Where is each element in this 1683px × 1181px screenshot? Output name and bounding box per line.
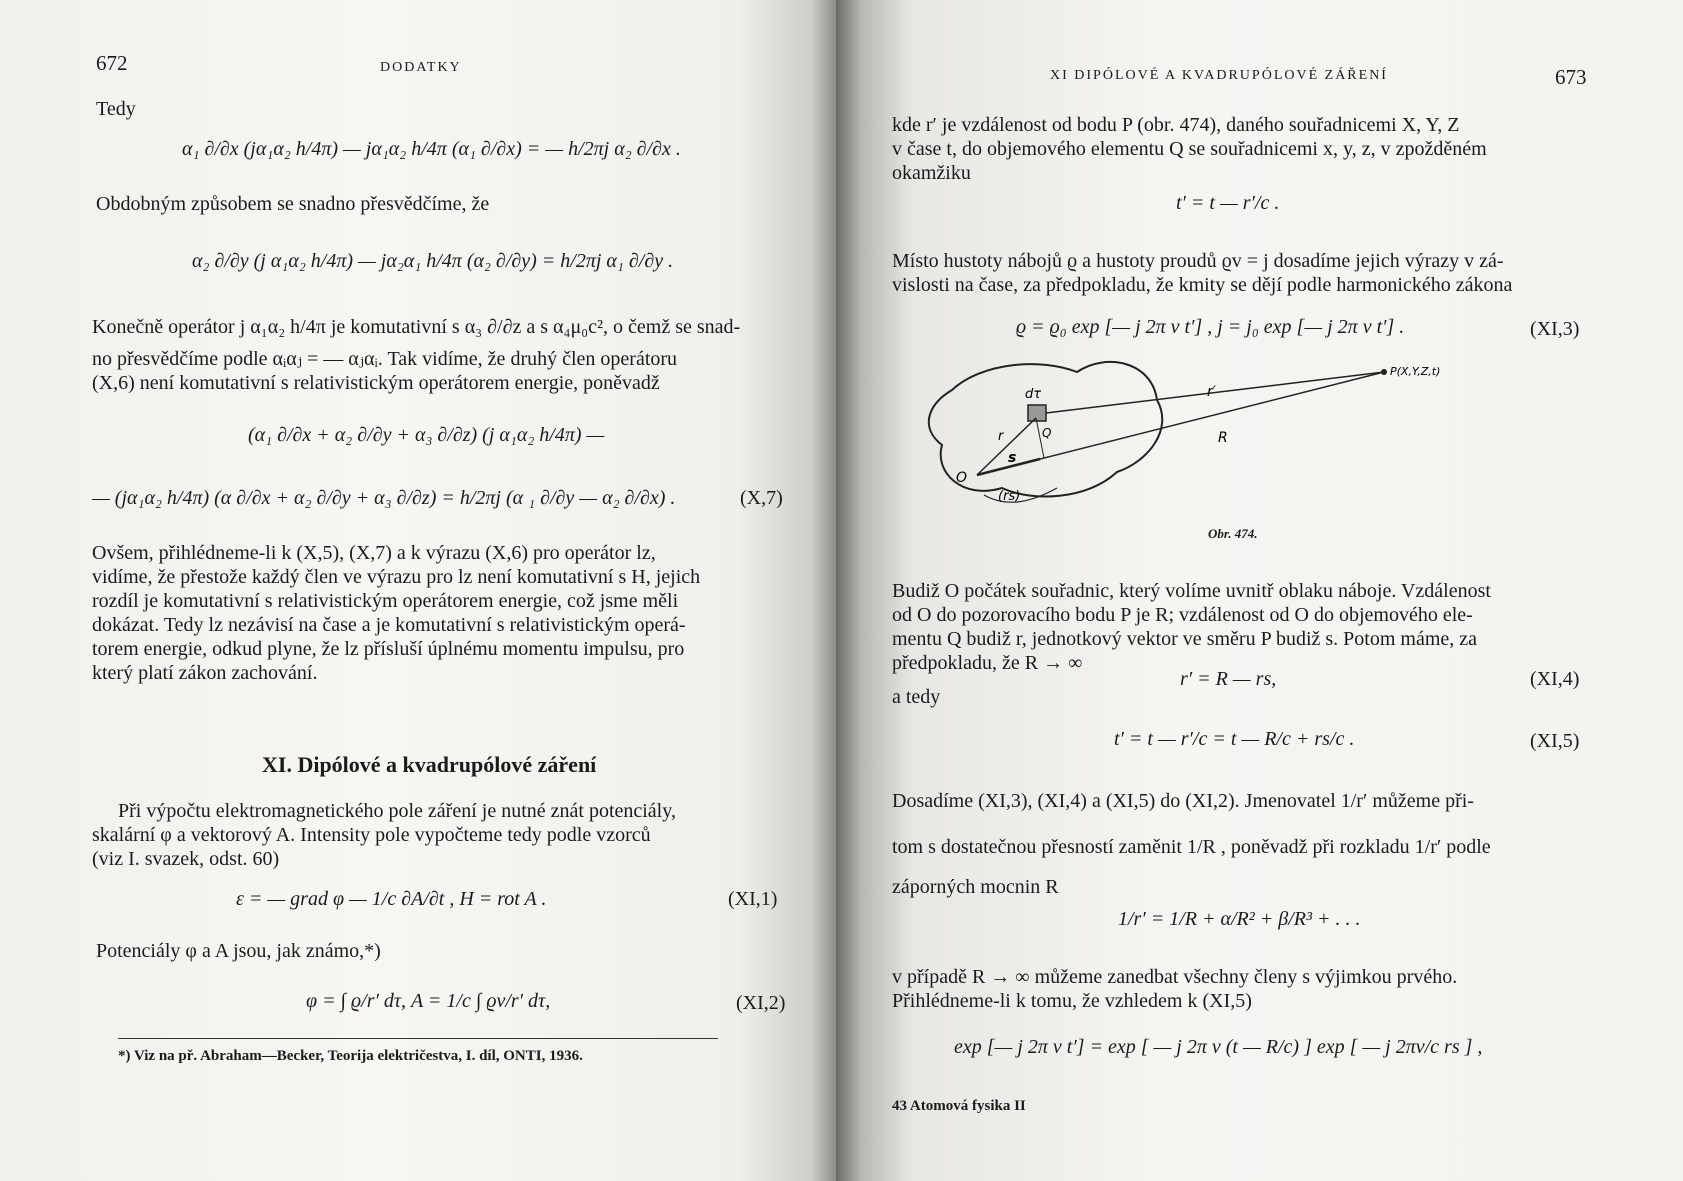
equation-number: (X,7) bbox=[740, 487, 783, 509]
fig-label-dtau: dτ bbox=[1025, 387, 1042, 402]
text-line: rozdíl je komutativní s relativistickým operátorem energie, což jsme měli bbox=[92, 590, 679, 612]
equation-number: (XI,4) bbox=[1530, 668, 1580, 690]
text-line: mentu Q budiž r, jednotkový vektor ve směru P budiž s. Potom máme, za bbox=[892, 628, 1478, 650]
text-line: Konečně operátor j α₁α₂ h/4π je komutativní s α₃ ∂/∂z a s α₄μ₀c², o čemž se snad- bbox=[92, 316, 741, 338]
text-line: Při výpočtu elektromagnetického pole záření je nutné znát potenciály, bbox=[118, 800, 676, 822]
text-line: kde r′ je vzdálenost od bodu P (obr. 474), daného souřadnicemi X, Y, Z bbox=[892, 114, 1460, 136]
text-line: Obdobným způsobem se snadno přesvědčíme, že bbox=[96, 193, 490, 215]
text-line: v čase t, do objemového elementu Q se souřadnicemi x, y, z, v zpožděném bbox=[892, 138, 1487, 160]
volume-element bbox=[1028, 405, 1046, 421]
text-line: dokázat. Tedy lz nezávisí na čase a je komutativní s relativistickým operá- bbox=[92, 614, 686, 636]
page-number-right: 673 bbox=[1555, 65, 1587, 89]
page-footer: 43 Atomová fysika II bbox=[892, 1098, 1026, 1114]
section-title: XI. Dipólové a kvadrupólové záření bbox=[262, 752, 597, 777]
text-line: (viz I. svazek, odst. 60) bbox=[92, 848, 280, 870]
equation: φ = ∫ ϱ/r′ dτ, A = 1/c ∫ ϱv/r′ dτ, bbox=[306, 990, 551, 1012]
fig-label-P: P(X,Y,Z,t) bbox=[1390, 365, 1441, 378]
figure-caption: Obr. 474. bbox=[1208, 526, 1258, 541]
text-line: Potenciály φ a A jsou, jak známo,*) bbox=[96, 940, 381, 962]
point-P bbox=[1381, 369, 1387, 375]
running-header-right: XI DIPÓLOVÉ A KVADRUPÓLOVÉ ZÁŘENÍ bbox=[1050, 68, 1388, 83]
equation: — (jα₁α₂ h/4π) (α ∂/∂x + α₂ ∂/∂y + α₃ ∂/∂z) = h/2πj (α ₁ ∂/∂y — α₂ ∂/∂x) . bbox=[92, 487, 676, 509]
text-line: Přihlédneme-li k tomu, že vzhledem k (XI,5) bbox=[892, 990, 1252, 1012]
text-line: a tedy bbox=[892, 686, 941, 708]
text-line: Ovšem, přihlédneme-li k (X,5), (X,7) a k výrazu (X,6) pro operátor lz, bbox=[92, 542, 656, 564]
text-line: okamžiku bbox=[892, 162, 971, 184]
text-line: skalární φ a vektorový A. Intensity pole vypočteme tedy podle vzorců bbox=[92, 824, 651, 846]
running-header-left: DODATKY bbox=[380, 60, 462, 75]
footnote-rule bbox=[118, 1038, 718, 1039]
equation: t′ = t — r′/c = t — R/c + rs/c . bbox=[1114, 728, 1355, 750]
left-page bbox=[0, 0, 836, 1181]
text-line: Místo hustoty nábojů ϱ a hustoty proudů ϱv = j dosadíme jejich výrazy v zá- bbox=[892, 250, 1504, 272]
text-line: předpokladu, že R → ∞ bbox=[892, 652, 1083, 674]
text-line: (X,6) není komutativní s relativistickým operátorem energie, poněvadž bbox=[92, 372, 660, 394]
text-line: Dosadíme (XI,3), (XI,4) a (XI,5) do (XI,2). Jmenovatel 1/r′ můžeme při- bbox=[892, 790, 1474, 812]
figure-474 bbox=[912, 350, 1472, 520]
fig-label-r-prime: r′ bbox=[1207, 384, 1216, 400]
equation: 1/r′ = 1/R + α/R² + β/R³ + . . . bbox=[1118, 908, 1361, 930]
equation: t′ = t — r′/c . bbox=[1176, 192, 1280, 214]
fig-label-r: r bbox=[998, 429, 1004, 444]
equation: (α₁ ∂/∂x + α₂ ∂/∂y + α₃ ∂/∂z) (j α₁α₂ h/4π) — bbox=[248, 424, 605, 446]
equation-number: (XI,3) bbox=[1530, 318, 1580, 340]
equation-number: (XI,1) bbox=[728, 888, 778, 910]
text-line: Tedy bbox=[96, 98, 136, 120]
page-number-left: 672 bbox=[96, 51, 128, 75]
text-line: záporných mocnin R bbox=[892, 876, 1059, 898]
text-line: Budiž O počátek souřadnic, který volíme uvnitř oblaku náboje. Vzdálenost bbox=[892, 580, 1491, 602]
fig-label-rs: (rs) bbox=[998, 489, 1021, 504]
fig-label-R: R bbox=[1218, 430, 1228, 446]
text-line: vidíme, že přestože každý člen ve výrazu pro lz není komutativní s H, jejich bbox=[92, 566, 701, 588]
equation: α₂ ∂/∂y (j α₁α₂ h/4π) — jα₂α₁ h/4π (α₂ ∂/∂y) = h/2πj α₁ ∂/∂y . bbox=[192, 250, 674, 272]
text-line: torem energie, odkud plyne, že lz přísluší úplnému momentu impulsu, pro bbox=[92, 638, 685, 660]
equation: exp [— j 2π ν t′] = exp [ — j 2π ν (t — R/c) ] exp [ — j 2πν/c rs ] , bbox=[954, 1036, 1483, 1058]
fig-label-s: s bbox=[1008, 450, 1017, 466]
text-line: v případě R → ∞ můžeme zanedbat všechny členy s výjimkou prvého. bbox=[892, 966, 1458, 988]
equation: ε = — grad φ — 1/c ∂A/∂t , H = rot A . bbox=[236, 888, 547, 910]
right-page bbox=[836, 0, 1683, 1181]
text-line: no přesvědčíme podle αᵢαⱼ = — αⱼαᵢ. Tak vidíme, že druhý člen operátoru bbox=[92, 348, 678, 370]
equation-number: (XI,5) bbox=[1530, 730, 1580, 752]
equation: α₁ ∂/∂x (jα₁α₂ h/4π) — jα₁α₂ h/4π (α₁ ∂/∂x) = — h/2πj α₂ ∂/∂x . bbox=[182, 138, 681, 160]
fig-label-Q: Q bbox=[1042, 426, 1052, 440]
text-line: vislosti na čase, za předpokladu, že kmity se dějí podle harmonického zákona bbox=[892, 274, 1513, 296]
footnote: *) Viz na př. Abraham—Becker, Teorija električestva, I. díl, ONTI, 1936. bbox=[118, 1048, 583, 1064]
text-line: od O do pozorovacího bodu P je R; vzdálenost od O do objemového ele- bbox=[892, 604, 1473, 626]
equation: ϱ = ϱ₀ exp [— j 2π ν t′] , j = j₀ exp [— j 2π ν t′] . bbox=[1016, 316, 1405, 338]
text-line: který platí zákon zachování. bbox=[92, 662, 318, 684]
fig-label-O: O bbox=[956, 470, 968, 486]
equation: r′ = R — rs, bbox=[1180, 668, 1277, 690]
equation-number: (XI,2) bbox=[736, 992, 786, 1014]
text-line: tom s dostatečnou přesností zaměnit 1/R , poněvadž při rozkladu 1/r′ podle bbox=[892, 836, 1491, 858]
